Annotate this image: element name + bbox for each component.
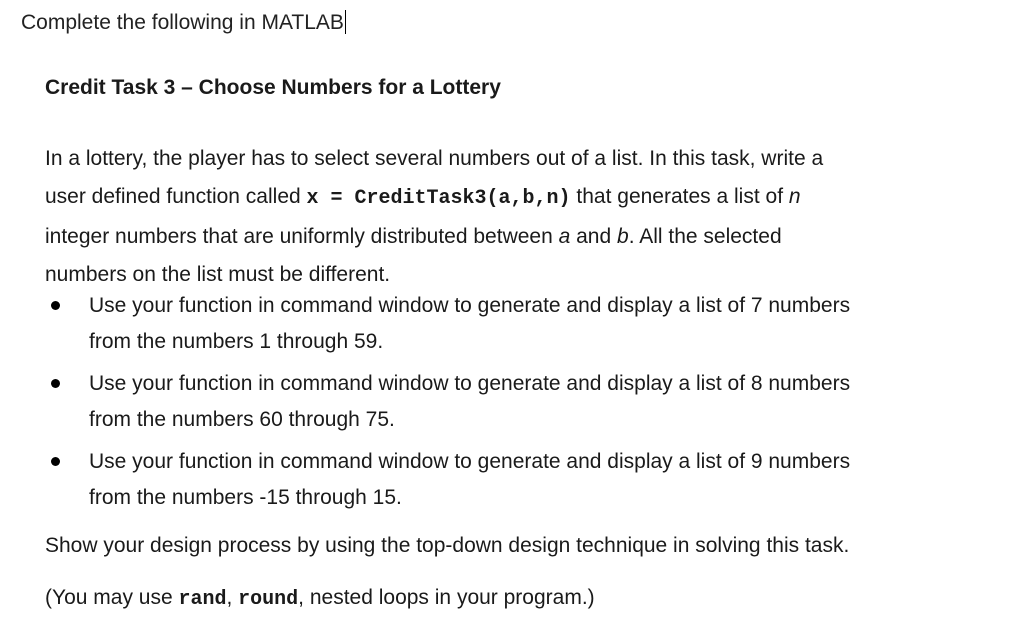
variable-b: b xyxy=(617,225,629,248)
task-description xyxy=(45,140,995,294)
description-line-1: In a lottery, the player has to select several numbers out of a list. In this task, write a xyxy=(45,147,824,170)
bullet-icon xyxy=(51,379,60,388)
description-line-2 xyxy=(45,178,995,218)
bullet-item xyxy=(45,288,1005,360)
variable-a: a xyxy=(558,225,571,248)
bullet-line-1: Use your function in command window to generate and display a list of 8 numbers xyxy=(89,372,851,395)
bullet-icon xyxy=(51,457,60,466)
description-line-2-end: that generates a list of xyxy=(570,185,789,208)
prompt-text: Complete the following in MATLAB xyxy=(21,11,344,34)
bullet-item xyxy=(45,366,1005,438)
description-line-2-start: user defined function called xyxy=(45,185,307,208)
bullet-line-1: Use your function in command window to generate and display a list of 7 numbers xyxy=(89,294,851,317)
description-line-3-end: . All the selected xyxy=(628,225,782,248)
bullet-line-2: from the numbers 1 through 59. xyxy=(89,330,384,353)
description-line-3-start: integer numbers that are uniformly distributed between xyxy=(45,225,559,248)
bullet-item xyxy=(45,444,1005,516)
description-line-3 xyxy=(45,218,995,256)
bullet-icon xyxy=(51,301,60,310)
variable-n: n xyxy=(788,185,801,208)
design-instruction: Show your design process by using the top-down design technique in solving this task. xyxy=(45,534,850,557)
bullet-line-2: from the numbers -15 through 15. xyxy=(89,486,402,509)
hint-separator: , xyxy=(226,586,239,609)
task-bullet-list xyxy=(45,288,1005,522)
bullet-line-2: from the numbers 60 through 75. xyxy=(89,408,395,431)
hint-end: , nested loops in your program.) xyxy=(298,586,595,609)
text-caret xyxy=(345,10,346,34)
hint-note xyxy=(45,586,595,611)
description-line-4: numbers on the list must be different. xyxy=(45,263,391,286)
function-signature: x = CreditTask3(a,b,n) xyxy=(306,187,571,210)
description-line-3-mid: and xyxy=(570,225,618,248)
code-round: round xyxy=(238,588,299,611)
bullet-line-1: Use your function in command window to generate and display a list of 9 numbers xyxy=(89,450,851,473)
code-rand: rand xyxy=(178,588,227,611)
task-heading: Credit Task 3 – Choose Numbers for a Lottery xyxy=(45,76,501,99)
question-prompt[interactable] xyxy=(21,10,346,35)
hint-start: (You may use xyxy=(45,586,179,609)
